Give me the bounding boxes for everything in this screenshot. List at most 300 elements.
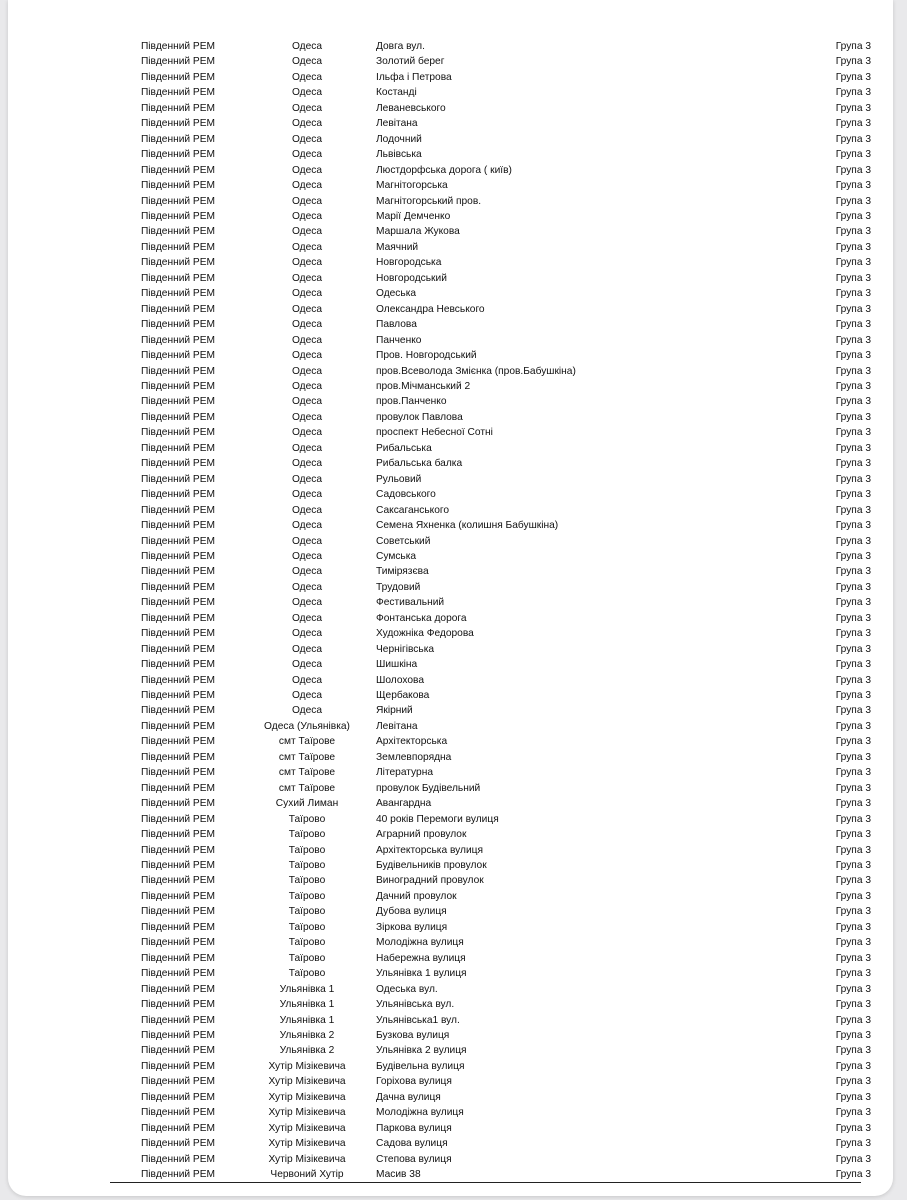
unit-cell: Південний РЕМ [140,272,216,284]
group-cell: Група 3 [835,504,871,516]
street-cell: Костанді [376,87,417,99]
settlement-cell: Одеса [291,427,323,439]
street-cell: Трудовий [376,581,421,593]
table-row [108,781,879,796]
street-cell: Леваневського [376,102,446,114]
settlement-cell: Одеса [291,581,323,593]
unit-cell: Південний РЕМ [140,164,216,176]
table-row [108,394,879,409]
settlement-cell: Таїрово [288,952,326,964]
table-row [108,1043,879,1058]
group-cell: Група 3 [835,1045,871,1057]
settlement-cell: Одеса [291,195,323,207]
group-cell: Група 3 [835,319,871,331]
table-row [108,997,879,1012]
street-cell: Аграрний провулок [376,829,467,841]
settlement-cell: Таїрово [288,921,326,933]
street-cell: Авангардна [376,798,432,810]
table-row [108,1167,879,1182]
street-cell: Зіркова вулиця [376,921,448,933]
street-cell: Бузкова вулиця [376,1030,450,1041]
settlement-cell: Одеса [291,380,323,392]
unit-cell: Південний РЕМ [140,566,216,578]
street-cell: провулок Павлова [376,411,463,423]
street-cell: Новгородська [376,257,442,269]
table-row [108,796,879,811]
settlement-cell: Одеса [291,87,323,99]
table-row [108,719,879,734]
street-cell: пров.Панченко [376,396,447,408]
table-row [108,688,879,703]
settlement-cell: Хутір Мізікевича [268,1153,346,1165]
street-cell: Дачний провулок [376,890,457,902]
table-row [108,163,879,178]
settlement-cell: Таїрово [288,968,326,980]
settlement-cell: смт Таїрове [278,736,336,748]
street-cell: Степова вулиця [376,1153,452,1165]
group-cell: Група 3 [835,844,871,856]
table-row [108,935,879,950]
unit-cell: Південний РЕМ [140,952,216,964]
settlement-cell: Одеса [291,118,323,130]
street-cell: Левітана [376,118,418,130]
table-row [108,549,879,564]
table-row [108,858,879,873]
street-cell: Одеська [376,288,417,300]
table-row [108,1090,879,1105]
settlement-cell: Одеса (Ульянівка) [264,720,350,732]
group-cell: Група 3 [835,813,871,825]
table-row [108,255,879,270]
table-row [108,827,879,842]
unit-cell: Південний РЕМ [140,705,216,717]
group-cell: Група 3 [835,890,871,902]
unit-cell: Південний РЕМ [140,87,216,99]
street-cell: Ульянівська1 вул. [376,1014,460,1026]
table-row [108,750,879,765]
settlement-cell: Таїрово [288,813,326,825]
unit-cell: Південний РЕМ [140,860,216,872]
table-row [108,178,879,193]
street-cell: Люстдорфська дорога ( київ) [376,164,512,176]
unit-cell: Південний РЕМ [140,937,216,949]
group-cell: Група 3 [835,303,871,315]
settlement-cell: Одеса [291,489,323,501]
street-cell: Архітекторська вулиця [376,844,483,856]
unit-cell: Південний РЕМ [140,844,216,856]
street-cell: Молодіжна вулиця [376,1107,464,1119]
unit-cell: Південний РЕМ [140,1138,216,1150]
unit-cell: Південний РЕМ [140,782,216,794]
street-cell: Паркова вулиця [376,1122,452,1134]
group-cell: Група 3 [835,1107,871,1119]
street-cell: пров.Мічманський 2 [376,380,471,392]
unit-cell: Південний РЕМ [140,427,216,439]
street-cell: Масив 38 [376,1169,421,1181]
street-cell: Рульовий [376,473,422,485]
settlement-cell: Хутір Мізікевича [268,1091,346,1103]
group-cell: Група 3 [835,180,871,192]
unit-cell: Південний РЕМ [140,875,216,887]
group-cell: Група 3 [835,226,871,238]
unit-cell: Південний РЕМ [140,257,216,269]
settlement-cell: Одеса [291,350,323,362]
table-row [108,703,879,718]
group-cell: Група 3 [835,118,871,130]
group-cell: Група 3 [835,1014,871,1026]
unit-cell: Південний РЕМ [140,999,216,1011]
unit-cell: Південний РЕМ [140,628,216,640]
settlement-cell: Одеса [291,334,323,346]
group-cell: Група 3 [835,643,871,655]
unit-cell: Південний РЕМ [140,520,216,532]
group-cell: Група 3 [835,380,871,392]
outage-schedule-table [108,39,879,1183]
settlement-cell: Одеса [291,365,323,377]
table-row [108,209,879,224]
street-cell: Архітекторська [376,736,448,748]
settlement-cell: Одеса [291,690,323,702]
settlement-cell: Одеса [291,272,323,284]
street-cell: 40 років Перемоги вулиця [376,813,499,825]
unit-cell: Південний РЕМ [140,1045,216,1057]
unit-cell: Південний РЕМ [140,334,216,346]
group-cell: Група 3 [835,968,871,980]
table-row [108,317,879,332]
table-row [108,518,879,533]
unit-cell: Південний РЕМ [140,813,216,825]
unit-cell: Південний РЕМ [140,1153,216,1165]
table-row [108,626,879,641]
street-cell: Львівська [376,149,422,161]
group-cell: Група 3 [835,1060,871,1072]
settlement-cell: Одеса [291,71,323,83]
settlement-cell: Одеса [291,226,323,238]
street-cell: Олександра Невського [376,303,485,315]
street-cell: Літературна [376,767,433,779]
table-row [108,224,879,239]
unit-cell: Південний РЕМ [140,149,216,161]
group-cell: Група 3 [835,566,871,578]
table-row [108,534,879,549]
unit-cell: Південний РЕМ [140,365,216,377]
group-cell: Група 3 [835,628,871,640]
unit-cell: Південний РЕМ [140,319,216,331]
group-cell: Група 3 [835,288,871,300]
street-cell: Виноградний провулок [376,875,484,887]
settlement-cell: Хутір Мізікевича [268,1076,346,1088]
street-cell: Тимірязєва [376,566,429,578]
unit-cell: Південний РЕМ [140,597,216,609]
table-row [108,812,879,827]
street-cell: Якірний [376,705,413,717]
street-cell: Набережна вулиця [376,952,466,964]
table-row [108,765,879,780]
street-cell: Молодіжна вулиця [376,937,464,949]
table-row [108,904,879,919]
street-cell: Рибальська балка [376,458,463,470]
settlement-cell: Одеса [291,674,323,686]
table-row [108,843,879,858]
table-row [108,379,879,394]
unit-cell: Південний РЕМ [140,1014,216,1026]
settlement-cell: Одеса [291,566,323,578]
table-row [108,302,879,317]
street-cell: Землевпорядна [376,751,452,763]
group-cell: Група 3 [835,1153,871,1165]
street-cell: Семена Яхненка (колишня Бабушкіна) [376,520,559,532]
settlement-cell: Одеса [291,705,323,717]
unit-cell: Південний РЕМ [140,241,216,253]
table-row [108,286,879,301]
street-cell: Магнітогорська [376,180,448,192]
unit-cell: Південний РЕМ [140,180,216,192]
group-cell: Група 3 [835,720,871,732]
street-cell: Фонтанська дорога [376,612,467,624]
group-cell: Група 3 [835,365,871,377]
unit-cell: Південний РЕМ [140,504,216,516]
settlement-cell: Одеса [291,597,323,609]
street-cell: Шишкіна [376,659,418,671]
unit-cell: Південний РЕМ [140,350,216,362]
table-row [108,1136,879,1151]
settlement-cell: смт Таїрове [278,767,336,779]
street-cell: Чернігівська [376,643,435,655]
street-cell: Ульянівка 1 вулиця [376,968,467,980]
group-cell: Група 3 [835,597,871,609]
street-cell: пров.Всеволода Змієнка (пров.Бабушкіна) [376,365,576,377]
settlement-cell: Хутір Мізікевича [268,1060,346,1072]
street-cell: Садовського [376,489,436,501]
settlement-cell: Одеса [291,458,323,470]
group-cell: Група 3 [835,520,871,532]
street-cell: Магнітогорський пров. [376,195,482,207]
table-row [108,595,879,610]
street-cell: Саксаганського [376,504,450,516]
table-row [108,333,879,348]
settlement-cell: Одеса [291,56,323,68]
table-row [108,734,879,749]
table-row [108,240,879,255]
group-cell: Група 3 [835,164,871,176]
unit-cell: Південний РЕМ [140,195,216,207]
group-cell: Група 3 [835,1091,871,1103]
settlement-cell: Таїрово [288,906,326,918]
unit-cell: Південний РЕМ [140,303,216,315]
group-cell: Група 3 [835,550,871,562]
unit-cell: Південний РЕМ [140,643,216,655]
unit-cell: Південний РЕМ [140,1169,216,1181]
group-cell: Група 3 [835,1076,871,1088]
settlement-cell: Одеса [291,180,323,192]
settlement-cell: Одеса [291,133,323,145]
table-row [108,1105,879,1120]
settlement-cell: Одеса [291,628,323,640]
table-row [108,85,879,100]
group-cell: Група 3 [835,690,871,702]
group-cell: Група 3 [835,241,871,253]
settlement-cell: Таїрово [288,829,326,841]
unit-cell: Південний РЕМ [140,720,216,732]
table-row [108,1059,879,1074]
group-cell: Група 3 [835,767,871,779]
unit-cell: Південний РЕМ [140,767,216,779]
group-cell: Група 3 [835,535,871,547]
table-row [108,101,879,116]
street-cell: Дачна вулиця [376,1091,441,1103]
street-cell: Сумська [376,550,417,562]
group-cell: Група 3 [835,56,871,68]
group-cell: Група 3 [835,999,871,1011]
group-cell: Група 3 [835,921,871,933]
unit-cell: Південний РЕМ [140,458,216,470]
table-body [108,39,879,1183]
table-row [108,271,879,286]
group-cell: Група 3 [835,674,871,686]
table-row [108,982,879,997]
street-cell: Пров. Новгородський [376,350,477,362]
settlement-cell: Таїрово [288,937,326,949]
unit-cell: Південний РЕМ [140,102,216,114]
table-row [108,1121,879,1136]
group-cell: Група 3 [835,71,871,83]
group-cell: Група 3 [835,442,871,454]
table-row [108,503,879,518]
unit-cell: Південний РЕМ [140,1091,216,1103]
unit-cell: Південний РЕМ [140,489,216,501]
street-cell: Садова вулиця [376,1138,448,1150]
street-cell: провулок Будівельний [376,782,481,794]
group-cell: Група 3 [835,751,871,763]
unit-cell: Південний РЕМ [140,1076,216,1088]
settlement-cell: Таїрово [288,844,326,856]
settlement-cell: Одеса [291,164,323,176]
settlement-cell: Ульянівка 2 [279,1030,335,1041]
street-cell: Дубова вулиця [376,906,447,918]
group-cell: Група 3 [835,937,871,949]
table-row [108,70,879,85]
table-row [108,611,879,626]
street-cell: Довга вул. [376,41,425,52]
table-row [108,920,879,935]
settlement-cell: Червоний Хутір [270,1169,344,1181]
unit-cell: Південний РЕМ [140,751,216,763]
table-row [108,1074,879,1089]
street-cell: Будівельників провулок [376,860,487,872]
settlement-cell: Одеса [291,303,323,315]
table-row [108,364,879,379]
unit-cell: Південний РЕМ [140,442,216,454]
table-row [108,487,879,502]
table-row [108,410,879,425]
settlement-cell: Одеса [291,659,323,671]
settlement-cell: Одеса [291,504,323,516]
settlement-cell: Одеса [291,550,323,562]
table-row [108,951,879,966]
group-cell: Група 3 [835,1138,871,1150]
unit-cell: Південний РЕМ [140,411,216,423]
bottom-border-line [110,1182,861,1183]
group-cell: Група 3 [835,396,871,408]
unit-cell: Південний РЕМ [140,1060,216,1072]
street-cell: Марії Демченко [376,210,451,222]
unit-cell: Південний РЕМ [140,983,216,995]
table-row [108,1013,879,1028]
settlement-cell: Одеса [291,612,323,624]
unit-cell: Південний РЕМ [140,288,216,300]
settlement-cell: Одеса [291,473,323,485]
settlement-cell: Одеса [291,41,323,52]
group-cell: Група 3 [835,133,871,145]
group-cell: Група 3 [835,581,871,593]
street-cell: проспект Небесної Сотні [376,427,493,439]
group-cell: Група 3 [835,705,871,717]
unit-cell: Південний РЕМ [140,612,216,624]
unit-cell: Південний РЕМ [140,210,216,222]
unit-cell: Південний РЕМ [140,396,216,408]
unit-cell: Південний РЕМ [140,906,216,918]
settlement-cell: Одеса [291,319,323,331]
group-cell: Група 3 [835,272,871,284]
settlement-cell: Ульянівка 1 [279,999,335,1011]
group-cell: Група 3 [835,798,871,810]
unit-cell: Південний РЕМ [140,581,216,593]
table-row [108,564,879,579]
street-cell: Шолохова [376,674,424,686]
street-cell: Лодочний [376,133,422,145]
unit-cell: Південний РЕМ [140,674,216,686]
settlement-cell: Хутір Мізікевича [268,1122,346,1134]
unit-cell: Південний РЕМ [140,1107,216,1119]
group-cell: Група 3 [835,1030,871,1041]
table-row [108,580,879,595]
settlement-cell: Одеса [291,257,323,269]
group-cell: Група 3 [835,736,871,748]
settlement-cell: Одеса [291,149,323,161]
unit-cell: Південний РЕМ [140,133,216,145]
settlement-cell: Ульянівка 1 [279,1014,335,1026]
table-row [108,889,879,904]
group-cell: Група 3 [835,210,871,222]
group-cell: Група 3 [835,489,871,501]
group-cell: Група 3 [835,782,871,794]
settlement-cell: Одеса [291,396,323,408]
unit-cell: Південний РЕМ [140,921,216,933]
unit-cell: Південний РЕМ [140,890,216,902]
group-cell: Група 3 [835,350,871,362]
settlement-cell: смт Таїрове [278,782,336,794]
group-cell: Група 3 [835,906,871,918]
settlement-cell: смт Таїрове [278,751,336,763]
settlement-cell: Одеса [291,102,323,114]
group-cell: Група 3 [835,829,871,841]
table-row [108,642,879,657]
street-cell: Фестивальний [376,597,445,609]
table-row [108,441,879,456]
table-row [108,54,879,69]
table-row [108,657,879,672]
group-cell: Група 3 [835,458,871,470]
table-row [108,132,879,147]
street-cell: Маячний [376,241,419,253]
street-cell: Рибальська [376,442,432,454]
unit-cell: Південний РЕМ [140,41,216,52]
group-cell: Група 3 [835,195,871,207]
street-cell: Золотий берег [376,56,445,68]
settlement-cell: Одеса [291,241,323,253]
settlement-cell: Хутір Мізікевича [268,1107,346,1119]
unit-cell: Південний РЕМ [140,1122,216,1134]
